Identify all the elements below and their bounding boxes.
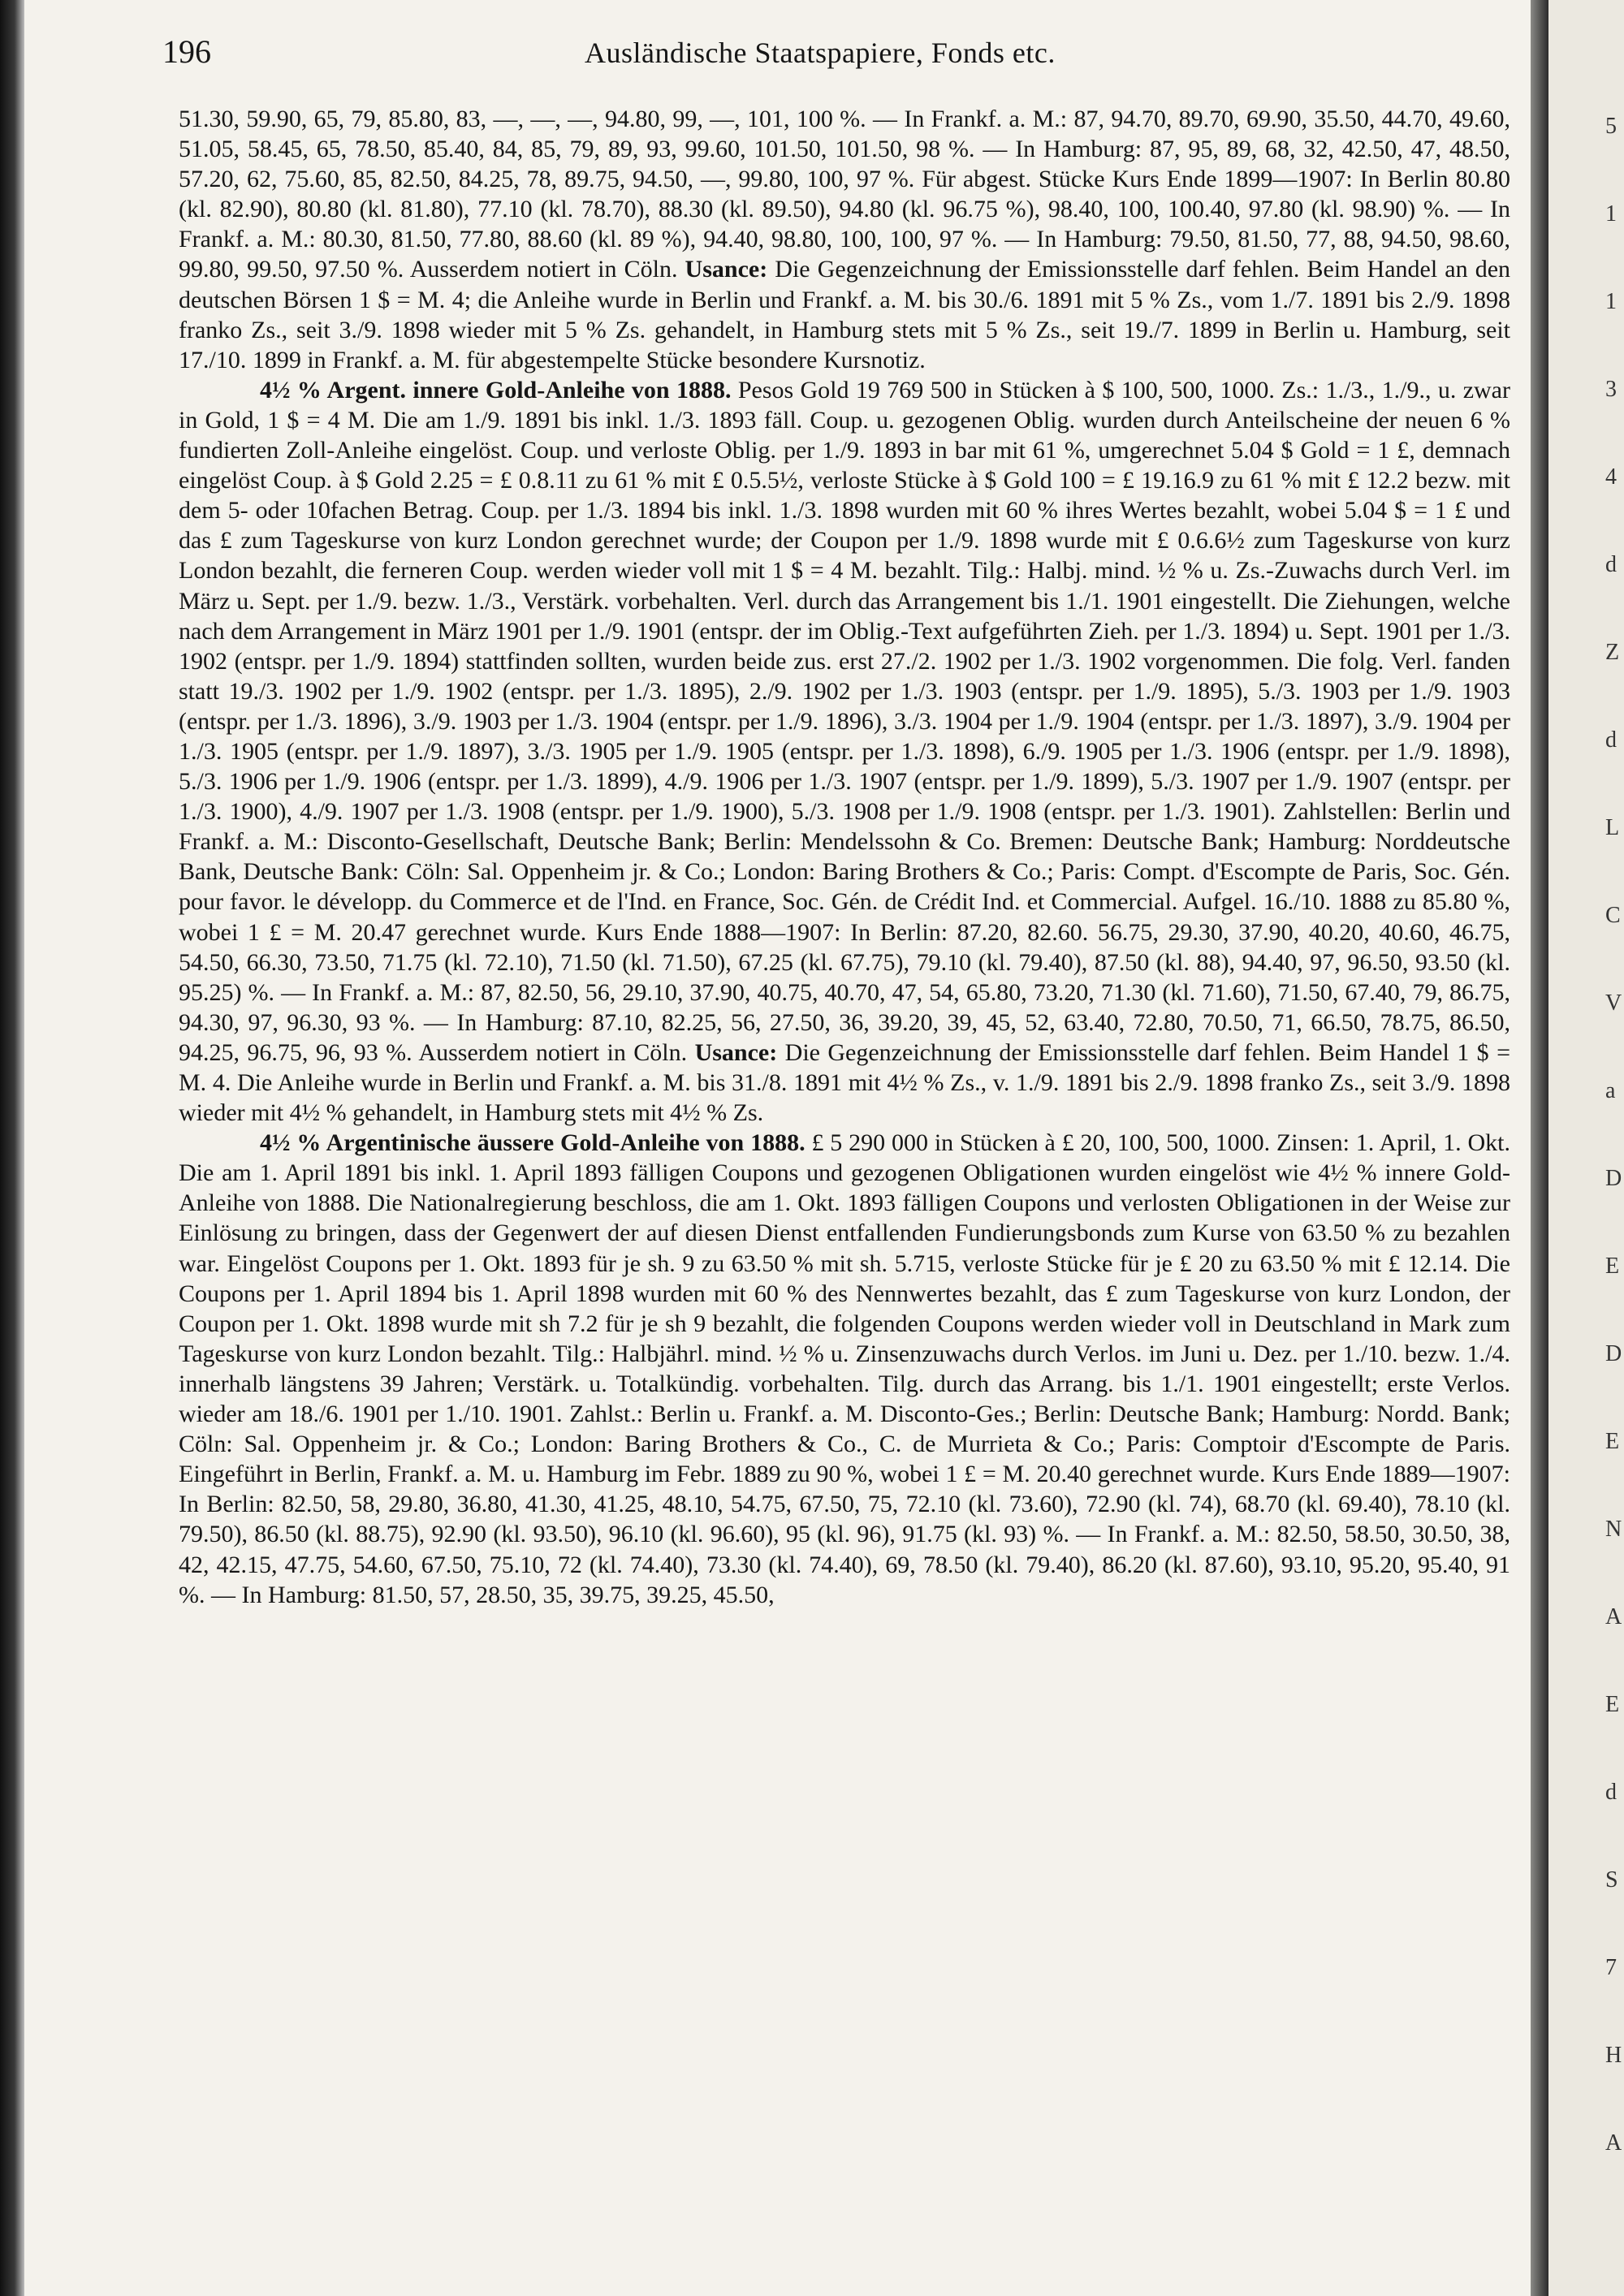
- facing-page-fragment: 7: [1605, 1955, 1617, 1980]
- facing-page-fragment: D: [1605, 1341, 1622, 1366]
- scan-left-edge: [0, 0, 24, 2296]
- facing-page-edge: [1548, 0, 1624, 2296]
- facing-page-fragment: 5: [1605, 114, 1617, 139]
- facing-page-fragment: C: [1605, 903, 1621, 928]
- paragraph-kurs-continuation: [179, 104, 1510, 375]
- facing-page-fragment: A: [1605, 2130, 1622, 2156]
- page-number: 196: [162, 33, 211, 70]
- facing-page-fragment: N: [1605, 1517, 1622, 1542]
- facing-page-fragment: E: [1605, 1692, 1620, 1717]
- section-title: 4½ % Argent. innere Gold-Anleihe von 1888.: [260, 376, 732, 404]
- usance-label: Usance:: [685, 256, 768, 283]
- facing-page-fragment: 3: [1605, 377, 1617, 402]
- facing-page-fragment: E: [1605, 1429, 1620, 1454]
- usance-text: Die Gegenzeichnung der Emissionsstelle darf fehlen. Beim Handel 1 $ = M. 4. Die Anleihe wurde in Berlin und Frankf. a. M. bis 31./8. 1891 mit 4½ % Zs., v. 1./9. 1891 bis 2./9. 1898 franko Zs., seit 3./9. 1898 wieder mit 4½ % gehandelt, in Hamburg stets mit 4½ % Zs.: [179, 1038, 1511, 1127]
- facing-page-fragment: d: [1605, 727, 1617, 753]
- section-innere-gold-anleihe: [179, 375, 1510, 1128]
- facing-page-fragment: d: [1605, 1780, 1617, 1805]
- facing-page-fragment: 4: [1605, 464, 1617, 490]
- running-title: Ausländische Staatspapiere, Fonds etc.: [585, 37, 1056, 69]
- facing-page-fragment: 1: [1605, 289, 1617, 314]
- facing-page-fragment: Z: [1605, 640, 1620, 665]
- facing-page-fragment: D: [1605, 1166, 1622, 1191]
- running-head: [162, 32, 1510, 73]
- usance-text: Die Gegenzeichnung der Emissionsstelle darf fehlen. Beim Handel an den deutschen Börsen 1 $ = M. 4; die Anleihe wurde in Berlin und Frankf. a. M. bis 30./6. 1891 mit 5 % Zs., vom 1./7. 1891 bis 2./9. 1898 franko Zs., seit 3./9. 1898 wieder mit 5 % Zs. gehandelt, in Hamburg stets mit 5 % Zs., seit 19./7. 1899 in Berlin u. Hamburg, seit 17./10. 1899 in Frankf. a. M. für abgestempelte Stücke besondere Kursnotiz.: [179, 256, 1511, 373]
- facing-page-fragment: d: [1605, 552, 1617, 577]
- facing-page-fragment: 1: [1605, 201, 1617, 227]
- section-text: Pesos Gold 19 769 500 in Stücken à $ 100, 500, 1000. Zs.: 1./3., 1./9., u. zwar in Gold, 1 $ = 4 M. Die am 1./9. 1891 bis inkl. 1./3. 1893 fäll. Coup. u. gezogenen Oblig. wurden durch Anteilscheine der neuen 6 % fundierten Zoll-Anleihe eingelöst. Coup. und verloste Oblig. per 1./9. 1893 in bar mit 61 %, umgerechnet 5.04 $ Gold = 1 £, demnach eingelöst Coup. à $ Gold 2.25 = £ 0.8.11 zu 61 % mit £ 0.5.5½, verloste Stücke à $ Gold 100 = £ 19.16.9 zu 61 % mit £ 12.2 bezw. mit dem 5- oder 10fachen Betrag. Coup. per 1./3. 1894 bis inkl. 1./3. 1898 wurden mit 60 % ihres Wertes bezahlt, wobei 5.04 $ = 1 £ und das £ zum Tageskurse von kurz London gerechnet wurde; der Coupon per 1./9. 1898 wurde mit £ 0.6.6½ zum Tageskurse von kurz London bezahlt, die ferneren Coup. werden wieder voll mit 1 $ = 4 M. bezahlt. Tilg.: Halbj. mind. ½ % u. Zs.-Zuwachs durch Verl. im März u. Sept. per 1./9. bezw. 1./3., Verstärk. vorbehalten. Verl. durch das Arrangement bis 1./1. 1901 eingestellt. Die Ziehungen, welche nach dem Arrangement in März 1901 per 1./9. 1901 (entspr. der im Oblig.-Text aufgeführten Zieh. per 1./3. 1894) u. Sept. 1901 per 1./3. 1902 (entspr. per 1./9. 1894) stattfinden sollten, wurden beide zus. erst 27./2. 1902 per 1./3. 1902 vorgenommen. Die folg. Verl. fanden statt 19./3. 1902 per 1./9. 1902 (entspr. per 1./3. 1895), 2./9. 1902 per 1./3. 1903 (entspr. per 1./9. 1895), 5./3. 1903 per 1./9. 1903 (entspr. per 1./3. 1896), 3./9. 1903 per 1./3. 1904 (entspr. per 1./9. 1896), 3./3. 1904 per 1./9. 1904 (entspr. per 1./3. 1897), 3./9. 1904 per 1./3. 1905 (entspr. per 1./9. 1897), 3./3. 1905 per 1./9. 1905 (entspr. per 1./3. 1898), 6./9. 1905 per 1./3. 1906 (entspr. per 1./9. 1898), 5./3. 1906 per 1./9. 1906 (entspr. per 1./3. 1899), 4./9. 1906 per 1./3. 1907 (entspr. per 1./9. 1899), 5./3. 1907 per 1./9. 1907 (entspr. per 1./3. 1900), 4./9. 1907 per 1./3. 1908 (entspr. per 1./9. 1900), 5./3. 1908 per 1./9. 1908 (entspr. per 1./3. 1901). Zahlstellen: Berlin und Frankf. a. M.: Disconto-Gesellschaft, Deutsche Bank; Berlin: Mendelssohn & Co. Bremen: Deutsche Bank; Hamburg: Norddeutsche Bank, Deutsche Bank: Cöln: Sal. Oppenheim jr. & Co.; London: Baring Brothers & Co.; Paris: Compt. d'Escompte de Paris, Soc. Gén. pour favor. le développ. du Commerce et de l'Ind. en France, Soc. Gén. de Crédit Ind. et Commercial. Aufgel. 16./10. 1888 zu 85.80 %, wobei 1 £ = M. 20.47 gerechnet wurde. Kurs Ende 1888—1907: In Berlin: 87.20, 82.60. 56.75, 29.30, 37.90, 40.20, 40.60, 46.75, 54.50, 66.30, 73.50, 71.75 (kl. 72.10), 71.50 (kl. 71.50), 67.25 (kl. 67.75), 79.10 (kl. 79.40), 87.50 (kl. 88), 94.40, 97, 96.50, 93.50 (kl. 95.25) %. — In Frankf. a. M.: 87, 82.50, 56, 29.10, 37.90, 40.75, 40.70, 47, 54, 65.80, 73.20, 71.30 (kl. 71.60), 71.50, 67.40, 79, 86.75, 94.30, 97, 96.30, 93 %. — In Hamburg: 87.10, 82.25, 56, 27.50, 36, 39.20, 39, 45, 52, 63.40, 72.80, 70.50, 71, 66.50, 78.75, 86.50, 94.25, 96.75, 96, 93 %. Ausserdem notiert in Cöln.: [179, 376, 1510, 1066]
- paragraph-text: 51.30, 59.90, 65, 79, 85.80, 83, —, —, —, 94.80, 99, —, 101, 100 %. — In Frankf. a. M.: 87, 94.70, 89.70, 69.90, 35.50, 44.70, 49.60, 51.05, 58.45, 65, 78.50, 85.40, 84, 85, 79, 89, 93, 99.60, 101.50, 101.50, 98 %. — In Hamburg: 87, 95, 89, 68, 32, 42.50, 47, 48.50, 57.20, 62, 75.60, 85, 82.50, 84.25, 78, 89.75, 94.50, —, 99.80, 100, 97 %. Für abgest. Stücke Kurs Ende 1899—1907: In Berlin 80.80 (kl. 82.90), 80.80 (kl. 81.80), 77.10 (kl. 78.70), 88.30 (kl. 89.50), 94.80 (kl. 96.75 %), 98.40, 100, 100.40, 97.80 (kl. 98.90) %. — In Frankf. a. M.: 80.30, 81.50, 77.80, 88.60 (kl. 89 %), 94.40, 98.80, 100, 100, 97 %. — In Hamburg: 79.50, 81.50, 77, 88, 94.50, 98.60, 99.80, 99.50, 97.50 %. Ausserdem notiert in Cöln.: [179, 106, 1510, 283]
- section-text: £ 5 290 000 in Stücken à £ 20, 100, 500, 1000. Zinsen: 1. April, 1. Okt. Die am 1. April 1891 bis inkl. 1. April 1893 fälligen Coupons und gezogenen Obligationen wurden eingelöst wie 4½ % innere Gold-Anleihe von 1888. Die Nationalregierung beschloss, die am 1. Okt. 1893 fälligen Coupons und verlosten Obligationen in der Weise zur Einlösung zu bringen, dass der Gegenwert der auf diesen Dienst entfallenden Fundierungsbonds zum Kurse von 63.50 % zu bezahlen war. Eingelöst Coupons per 1. Okt. 1893 für je sh. 9 zu 63.50 % mit sh. 5.715, verloste Stücke für je £ 20 zu 63.50 % mit £ 12.14. Die Coupons per 1. April 1894 bis 1. April 1898 wurden mit 60 % des Nennwertes bezahlt, das £ zum Tageskurse von kurz London, der Coupon per 1. Okt. 1898 wurde mit sh 7.2 für je sh 9 bezahlt, die folgenden Coupons werden wieder voll in Deutschland in Mark zum Tageskurse von kurz London bezahlt. Tilg.: Halbjährl. mind. ½ % u. Zinsenzuwachs durch Verlos. im Juni u. Dez. per 1./10. bezw. 1./4. innerhalb längstens 39 Jahren; Verstärk. u. Totalkündig. vorbehalten. Tilg. durch das Arrang. bis 1./1. 1901 eingestellt; erste Verlos. wieder am 18./6. 1901 per 1./10. 1901. Zahlst.: Berlin u. Frankf. a. M. Disconto-Ges.; Berlin: Deutsche Bank; Hamburg: Nordd. Bank; Cöln: Sal. Oppenheim jr. & Co.; London: Baring Brothers & Co., C. de Murrieta & Co.; Paris: Comptoir d'Escompte de Paris. Eingeführt in Berlin, Frankf. a. M. u. Hamburg im Febr. 1889 zu 90 %, wobei 1 £ = M. 20.40 gerechnet wurde. Kurs Ende 1889—1907: In Berlin: 82.50, 58, 29.80, 36.80, 41.30, 41.25, 48.10, 54.75, 67.50, 75, 72.10 (kl. 73.60), 72.90 (kl. 74), 68.70 (kl. 69.40), 78.10 (kl. 79.50), 86.50 (kl. 88.75), 92.90 (kl. 93.50), 96.10 (kl. 96.60), 95 (kl. 96), 91.75 (kl. 93) %. — In Frankf. a. M.: 82.50, 58.50, 30.50, 38, 42, 42.15, 47.75, 54.60, 67.50, 75.10, 72 (kl. 74.40), 73.30 (kl. 74.40), 69, 78.50 (kl. 79.40), 86.20 (kl. 87.60), 93.10, 95.20, 95.40, 91 %. — In Hamburg: 81.50, 57, 28.50, 35, 39.75, 39.25, 45.50,: [179, 1129, 1511, 1608]
- book-page: [24, 0, 1531, 2296]
- facing-page-fragment: a: [1605, 1078, 1616, 1103]
- usance-label: Usance:: [694, 1038, 778, 1066]
- facing-page-fragment: A: [1605, 1604, 1622, 1629]
- section-title: 4½ % Argentinische äussere Gold-Anleihe von 1888.: [260, 1129, 806, 1157]
- facing-page-fragment: L: [1605, 815, 1620, 840]
- page-body: [179, 104, 1510, 1610]
- page-gutter-shadow: [1531, 0, 1548, 2296]
- section-aeussere-gold-anleihe: [179, 1128, 1510, 1610]
- facing-page-fragment: H: [1605, 2043, 1622, 2068]
- facing-page-fragment: E: [1605, 1254, 1620, 1279]
- facing-page-fragment: S: [1605, 1867, 1618, 1892]
- facing-page-fragment: V: [1605, 990, 1622, 1016]
